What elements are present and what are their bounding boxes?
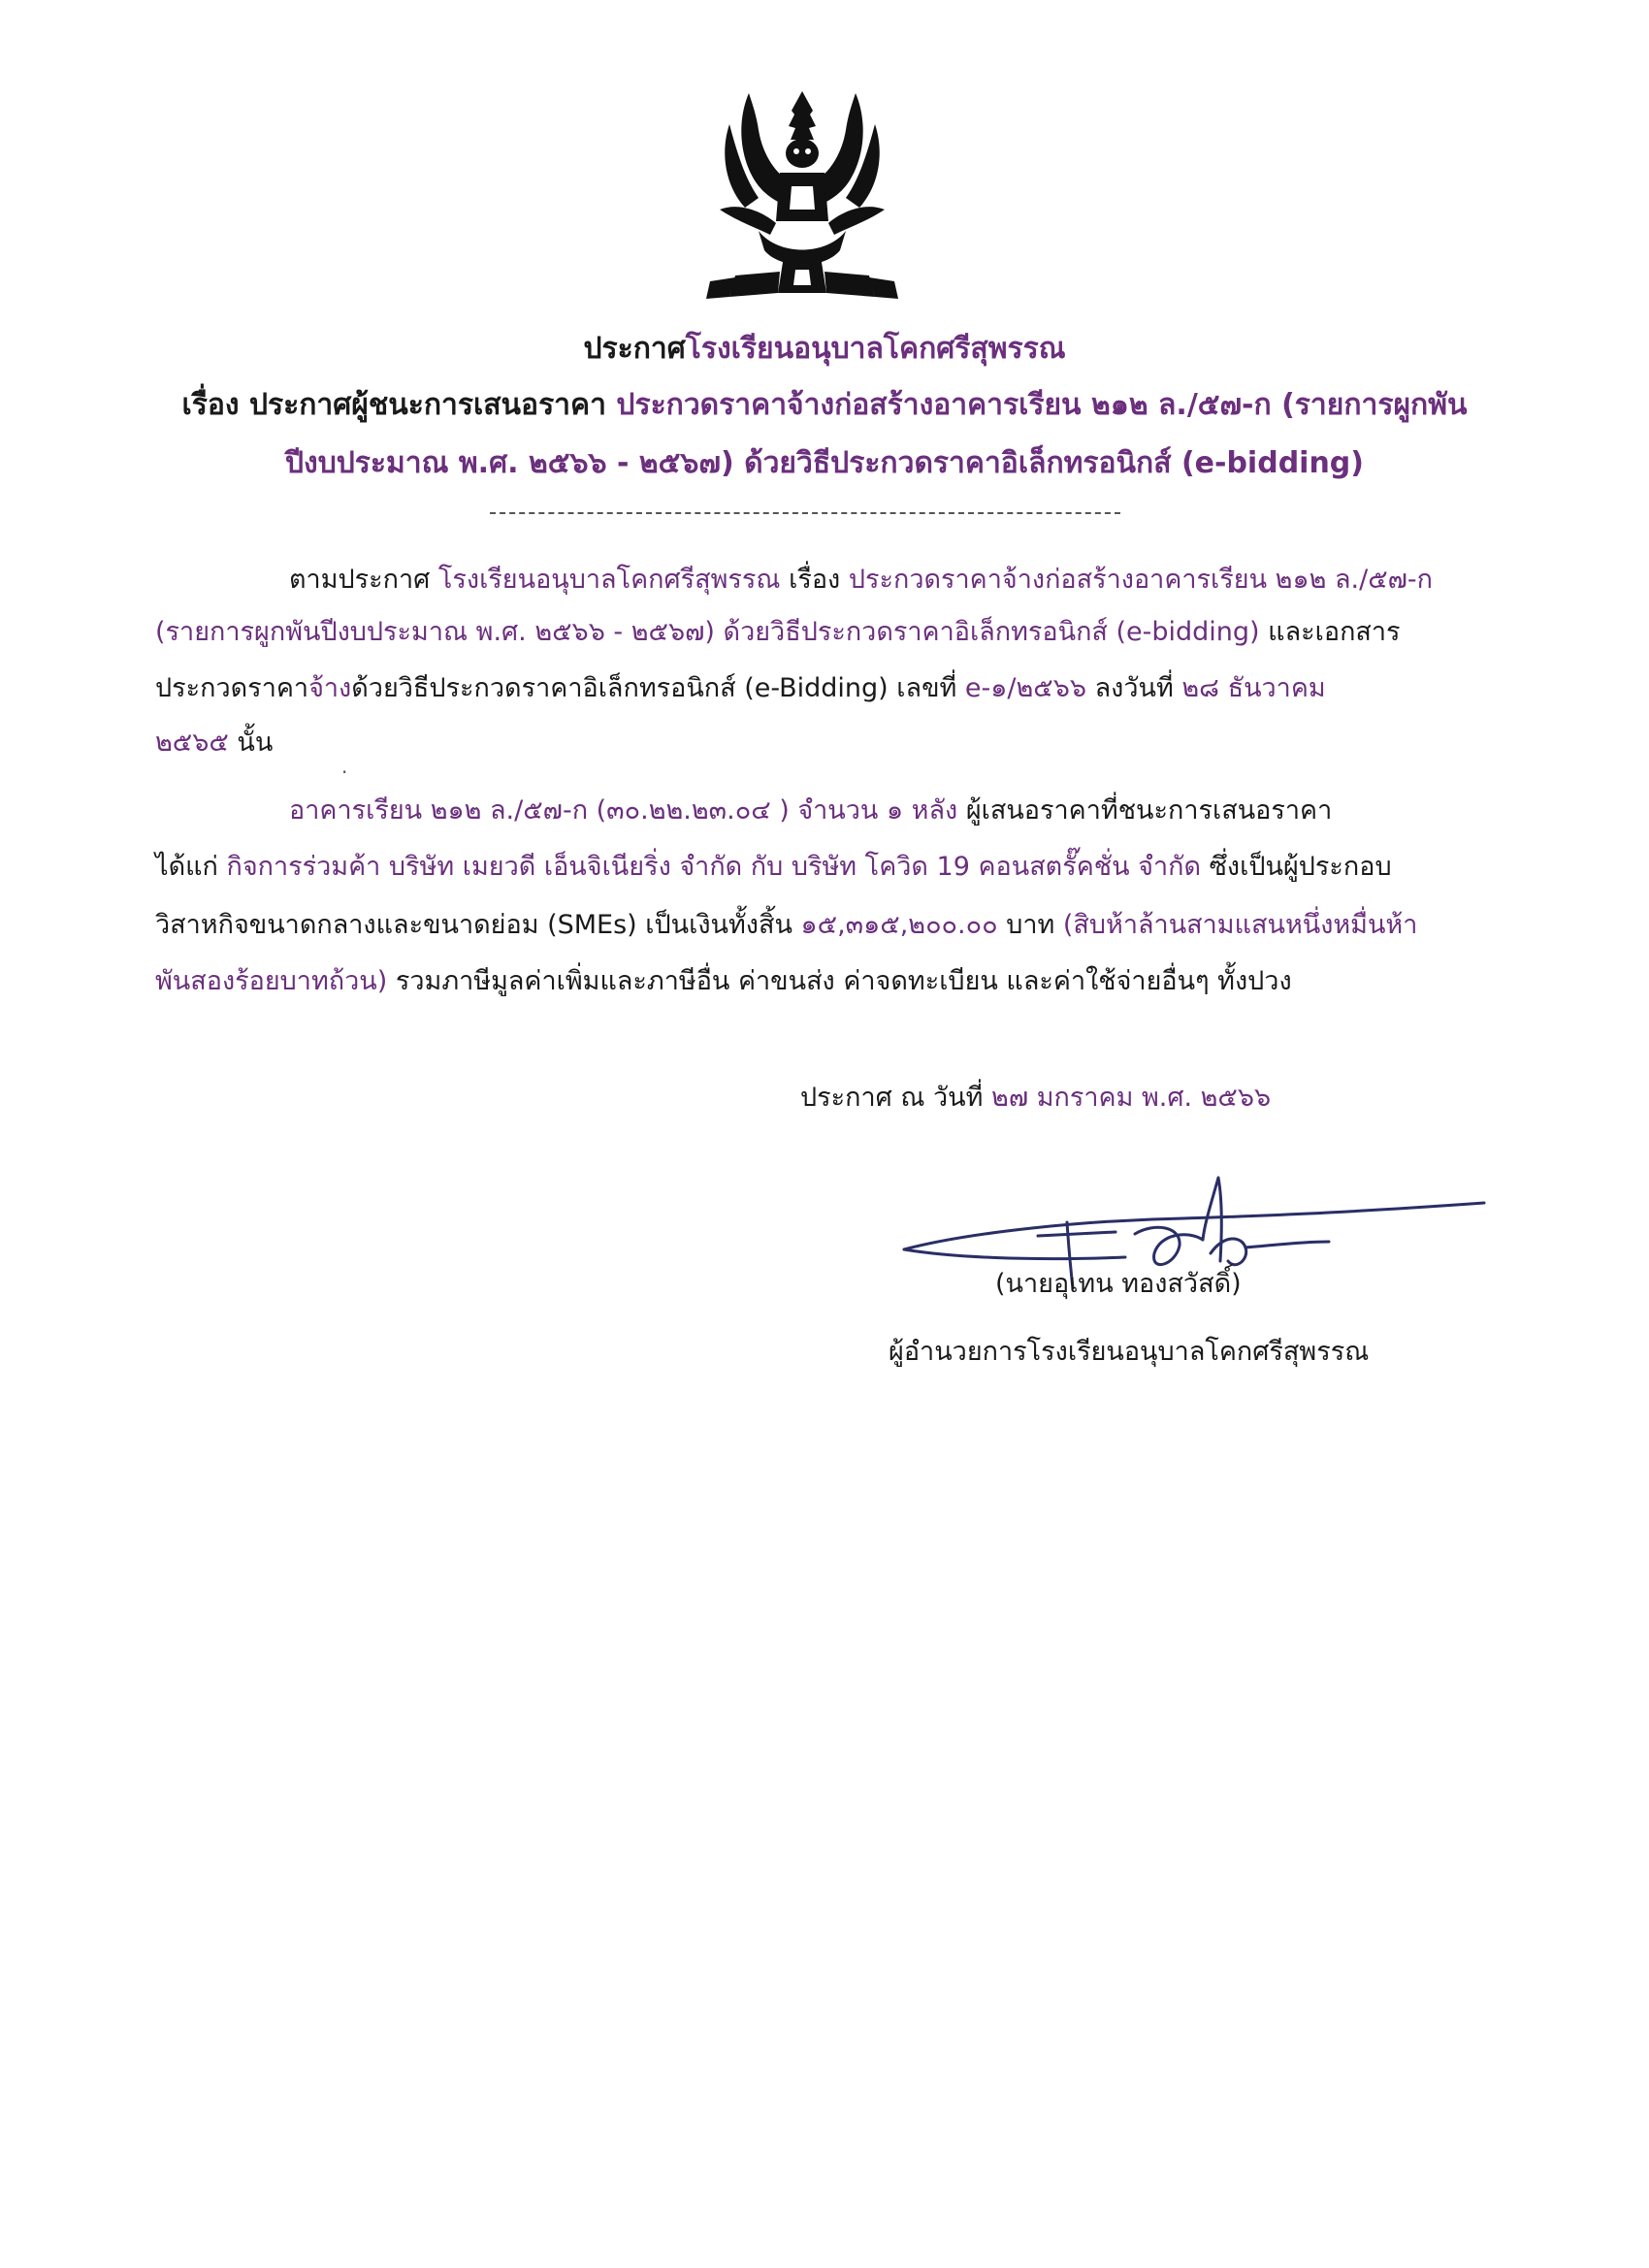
para2-text: บาท bbox=[1006, 910, 1055, 940]
title-organization: โรงเรียนอนุบาลโคกศรีสุพรรณ bbox=[685, 332, 1066, 366]
para2-winner: กิจการร่วมค้า บริษัท เมยวดี เอ็นจิเนียริ่ง จำกัด กับ บริษัท โควิด 19 คอนสตรั๊คชั่น จำกัด bbox=[226, 852, 1202, 882]
para2-amount-words-end: พันสองร้อยบาทถ้วน) bbox=[155, 966, 388, 996]
para2-text: ได้แก่ bbox=[155, 852, 218, 882]
date-label: ประกาศ ณ วันที่ bbox=[800, 1083, 984, 1113]
para1-line3 bbox=[155, 669, 1326, 708]
para2-building: อาคารเรียน ๒๑๒ ล./๕๗-ก (๓๐.๒๒.๒๓.๐๔ ) จำนวน ๑ หลัง bbox=[289, 795, 958, 826]
para1-project-detail: (รายการผูกพันปีงบประมาณ พ.ศ. ๒๕๖๖ - ๒๕๖๗) ด้วยวิธีประกวดราคาอิเล็กทรอนิกส์ (e-bidding) bbox=[155, 617, 1260, 647]
para2-text: รวมภาษีมูลค่าเพิ่มและภาษีอื่น ค่าขนส่ง ค่าจดทะเบียน และค่าใช้จ่ายอื่นๆ ทั้งปวง bbox=[395, 966, 1292, 996]
signer-name: (นายอุเทน ทองสวัสดิ์) bbox=[995, 1269, 1242, 1299]
subject-text-1: ประกวดราคาจ้างก่อสร้างอาคารเรียน ๒๑๒ ล./๕๗-ก (รายการผูกพัน bbox=[616, 388, 1468, 422]
subject-line-2: ปีงบประมาณ พ.ศ. ๒๕๖๖ - ๒๕๖๗) ด้วยวิธีประกวดราคาอิเล็กทรอนิกส์ (e-bidding) bbox=[285, 446, 1364, 480]
para1-text: เรื่อง bbox=[789, 565, 841, 595]
announcement-title bbox=[0, 328, 1649, 371]
para1-school: โรงเรียนอนุบาลโคกศรีสุพรรณ bbox=[437, 565, 781, 595]
para2-amount: ๑๕,๓๑๕,๒๐๐.๐๐ bbox=[800, 910, 998, 940]
para1-doc-number: e-๑/๒๕๖๖ bbox=[964, 673, 1087, 703]
para1-text: ตามประกาศ bbox=[289, 565, 431, 595]
para2-line1 bbox=[289, 792, 1332, 830]
garuda-emblem-icon bbox=[691, 85, 914, 310]
subject-line-1 bbox=[0, 384, 1649, 427]
para2-line3 bbox=[155, 906, 1417, 945]
title-prefix: ประกาศ bbox=[583, 332, 686, 366]
para1-text: ลงวันที่ bbox=[1094, 673, 1174, 703]
announcement-date bbox=[800, 1079, 1271, 1118]
para1-doc-year: ๒๕๖๕ bbox=[155, 728, 229, 758]
signer-title: ผู้อำนวยการโรงเรียนอนุบาลโคกศรีสุพรรณ bbox=[889, 1337, 1370, 1367]
para2-text: ซึ่งเป็นผู้ประกอบ bbox=[1209, 852, 1392, 882]
stray-mark: · bbox=[341, 761, 348, 784]
para1-text: และเอกสาร bbox=[1268, 617, 1401, 647]
subject-label: เรื่อง ประกาศผู้ชนะการเสนอราคา bbox=[181, 388, 606, 422]
para1-line4 bbox=[155, 724, 273, 762]
para1-line1 bbox=[289, 561, 1433, 599]
para1-hire: จ้าง bbox=[308, 673, 352, 703]
separator-line bbox=[490, 512, 1120, 514]
para1-text: ด้วยวิธีประกวดราคาอิเล็กทรอนิกส์ (e-Bidding) เลขที่ bbox=[351, 673, 957, 703]
para1-text: นั้น bbox=[237, 728, 274, 758]
para2-line2 bbox=[155, 848, 1392, 887]
para1-project: ประกวดราคาจ้างก่อสร้างอาคารเรียน ๒๑๒ ล./๕๗-ก bbox=[848, 565, 1434, 595]
date-value: ๒๗ มกราคม พ.ศ. ๒๕๖๖ bbox=[991, 1083, 1272, 1113]
para2-text: วิสาหกิจขนาดกลางและขนาดย่อม (SMEs) เป็นเงินทั้งสิ้น bbox=[155, 910, 792, 940]
para2-line4 bbox=[155, 962, 1292, 1001]
para2-amount-words: (สิบห้าล้านสามแสนหนึ่งหมื่นห้า bbox=[1062, 910, 1418, 940]
para1-doc-date: ๒๘ ธันวาคม bbox=[1181, 673, 1326, 703]
para1-text: ประกวดราคา bbox=[155, 673, 309, 703]
para2-text: ผู้เสนอราคาที่ชนะการเสนอราคา bbox=[965, 795, 1333, 826]
para1-line2 bbox=[155, 613, 1401, 652]
